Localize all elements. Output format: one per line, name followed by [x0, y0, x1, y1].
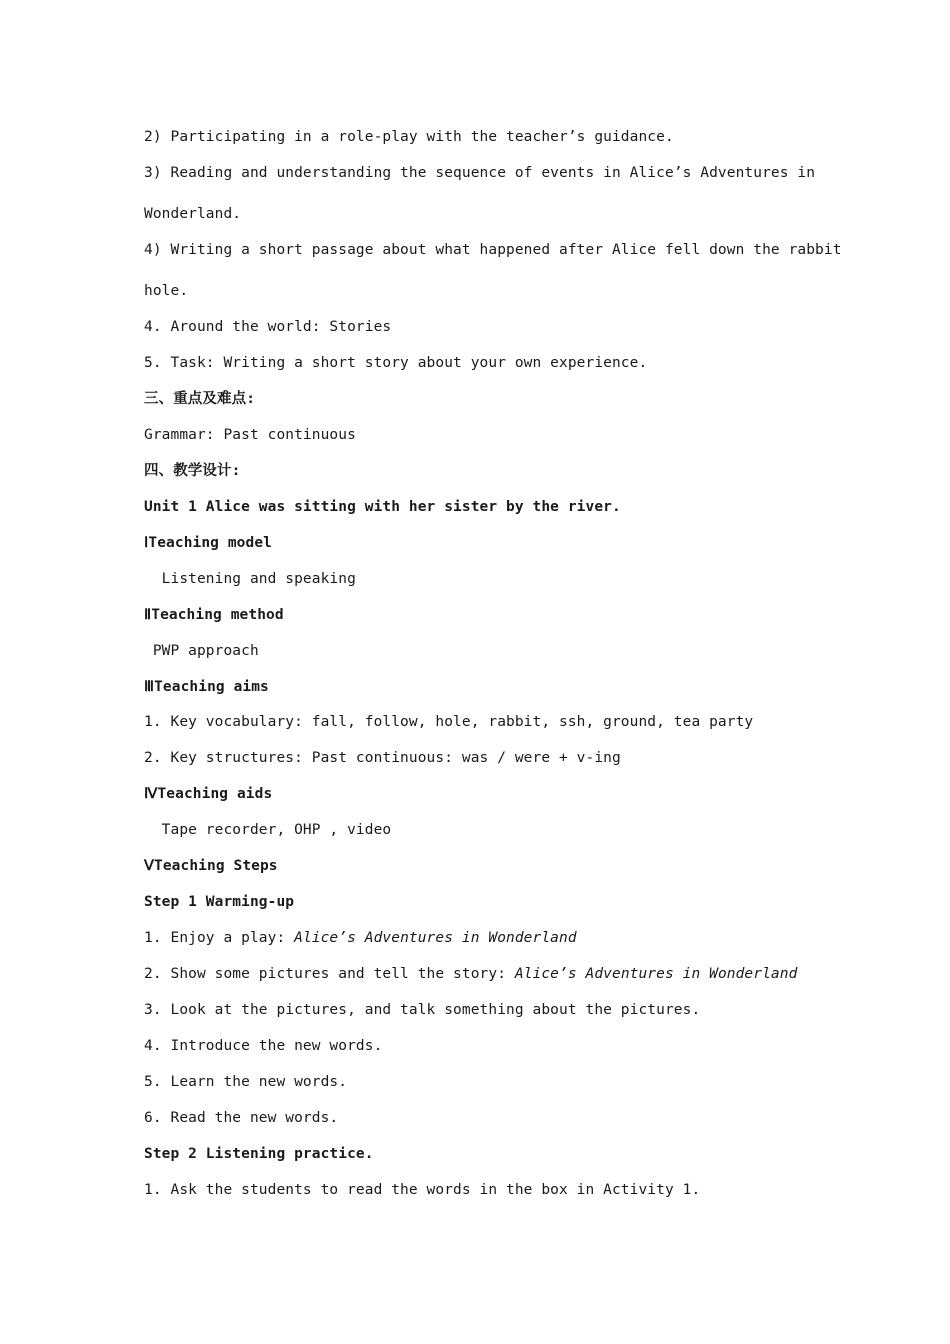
step-1-item-1-text: 1. Enjoy a play: — [144, 930, 295, 946]
section-heading-key-points: 三、重点及难点: — [144, 391, 256, 407]
heading-teaching-aids: ⅣTeaching aids — [144, 786, 273, 802]
heading-teaching-method: ⅡTeaching method — [144, 607, 284, 623]
around-the-world-line: 4. Around the world: Stories — [144, 319, 392, 335]
objective-line-4: 4) Writing a short passage about what happened after Alice fell down the rabbit — [144, 242, 842, 258]
step-1-item-5: 5. Learn the new words. — [144, 1074, 348, 1090]
heading-teaching-model: ⅠTeaching model — [144, 535, 272, 551]
step-2-item-1: 1. Ask the students to read the words in the box in Activity 1. — [144, 1182, 701, 1198]
key-structures-line: 2. Key structures: Past continuous: was / were + v-ing — [144, 750, 621, 766]
step-1-item-2 — [144, 964, 797, 984]
book-title: Alice’s Adventures in Wonderland — [514, 966, 798, 982]
step-1-item-3: 3. Look at the pictures, and talk something about the pictures. — [144, 1002, 701, 1018]
step-2-heading: Step 2 Listening practice. — [144, 1146, 374, 1162]
heading-teaching-steps: ⅤTeaching Steps — [144, 858, 278, 874]
step-1-item-2-text: 2. Show some pictures and tell the story: — [144, 966, 515, 982]
step-1-item-6: 6. Read the new words. — [144, 1110, 339, 1126]
task-line: 5. Task: Writing a short story about your own experience. — [144, 355, 648, 371]
step-1-item-1 — [144, 928, 577, 948]
objective-line-3-cont: Wonderland. — [144, 206, 242, 222]
step-1-heading: Step 1 Warming-up — [144, 894, 295, 910]
objective-line-3: 3) Reading and understanding the sequence of events in Alice’s Adventures in — [144, 165, 816, 181]
unit-title: Unit 1 Alice was sitting with her sister by the river. — [144, 499, 621, 515]
objective-line-4-cont: hole. — [144, 283, 189, 299]
teaching-method-value: PWP approach — [144, 643, 259, 659]
objective-line-2: 2) Participating in a role-play with the teacher’s guidance. — [144, 129, 674, 145]
teaching-model-value: Listening and speaking — [144, 571, 356, 587]
teaching-aids-value: Tape recorder, OHP , video — [144, 822, 392, 838]
grammar-line: Grammar: Past continuous — [144, 427, 356, 443]
step-1-item-4: 4. Introduce the new words. — [144, 1038, 383, 1054]
heading-teaching-aims: ⅢTeaching aims — [144, 679, 269, 695]
section-heading-teaching-design: 四、教学设计: — [144, 463, 241, 479]
book-title: Alice’s Adventures in Wonderland — [294, 930, 577, 946]
key-vocabulary-line: 1. Key vocabulary: fall, follow, hole, rabbit, ssh, ground, tea party — [144, 714, 754, 730]
